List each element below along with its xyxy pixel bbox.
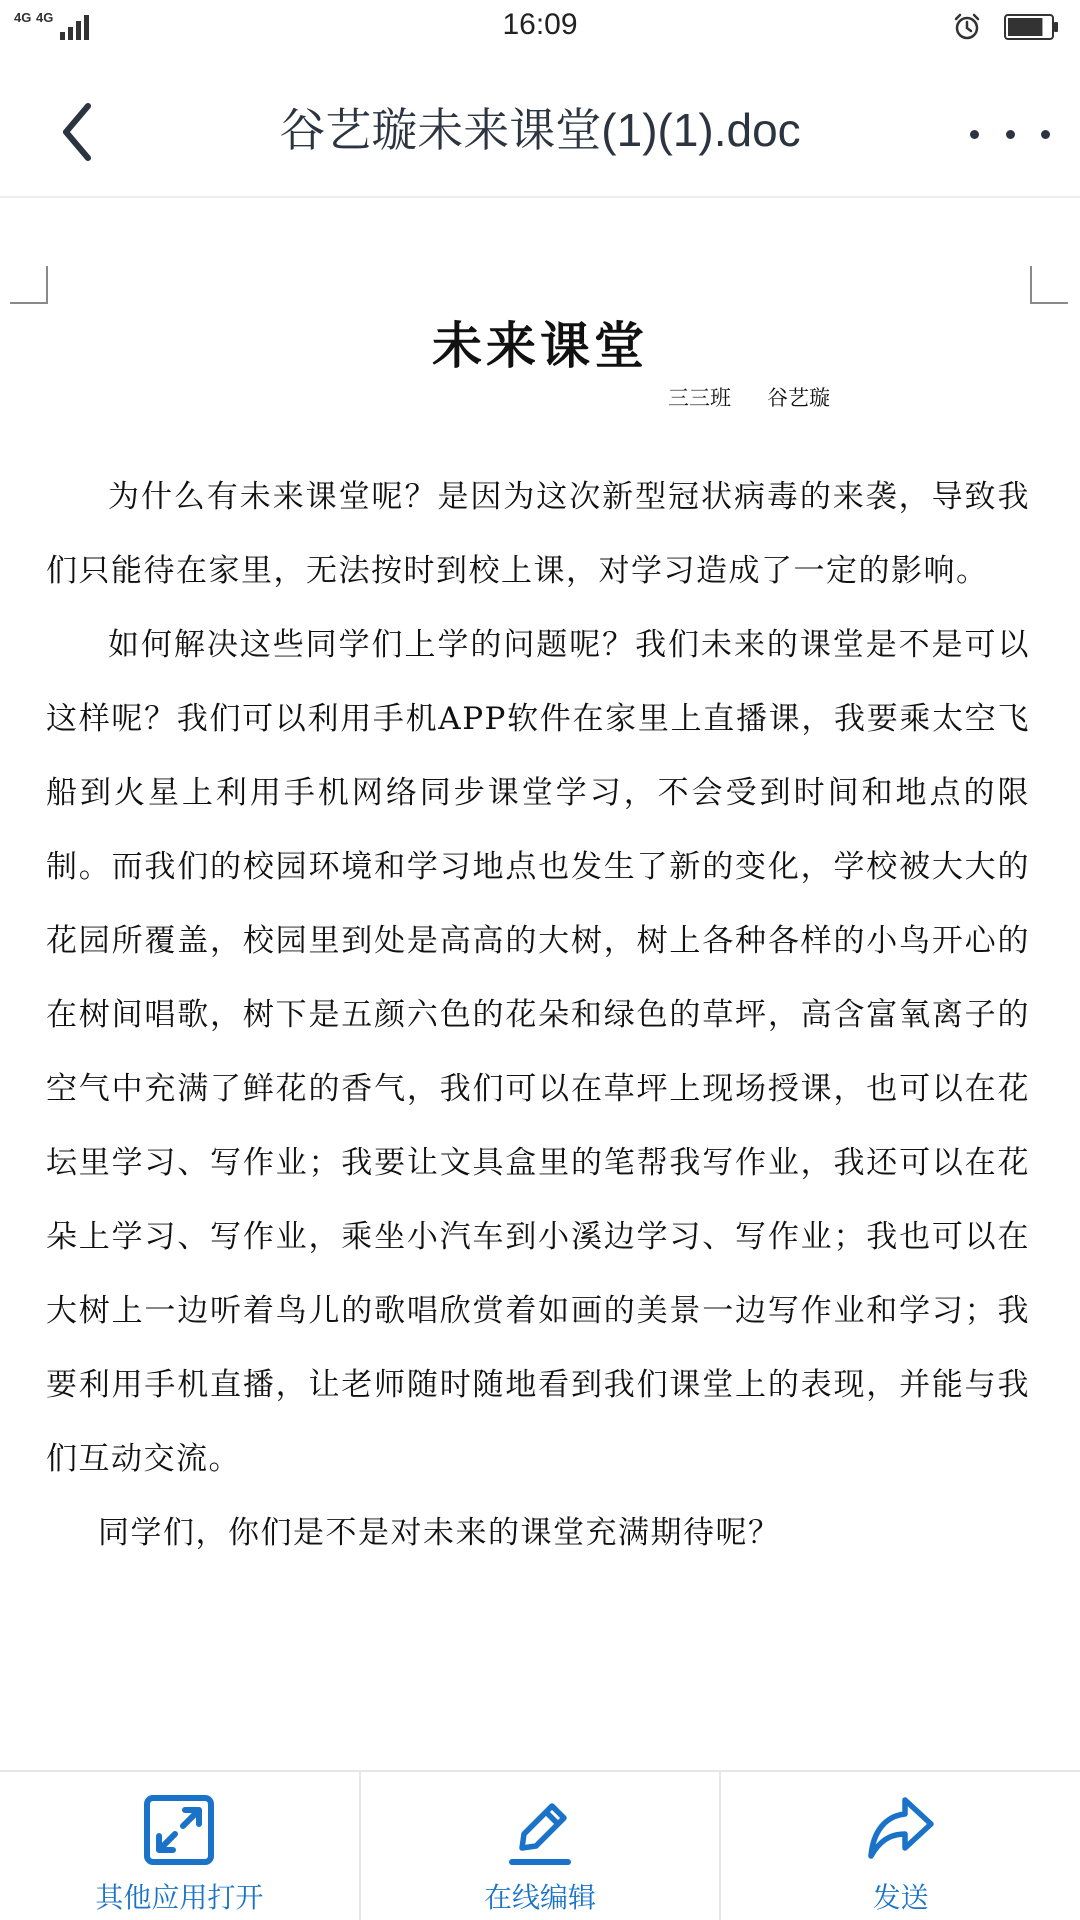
paragraph: 为什么有未来课堂呢？是因为这次新型冠状病毒的来袭，导致我们只能待在家里，无法按时到校上课，对学习造成了一定的影响。 [46,479,1030,589]
paragraph: 同学们，你们是不是对未来的课堂充满期待呢？ [98,1515,781,1551]
more-options-button[interactable] [970,116,1050,152]
battery-icon [1004,14,1060,40]
online-edit-button[interactable] [359,1772,720,1920]
page-corner-mark-right [1030,266,1068,304]
bottom-toolbar [0,1770,1080,1920]
open-with-other-app-label: 其他应用打开 [95,1881,264,1914]
document-page[interactable] [0,198,1080,1770]
open-with-other-app-button[interactable] [0,1772,359,1920]
network-type-2: 4G [36,10,54,25]
edit-pencil-icon [500,1790,580,1870]
network-type-1: 4G [14,10,32,25]
status-bar [0,0,1080,56]
more-horizontal-icon [970,130,979,139]
open-external-icon [139,1790,219,1870]
page-corner-mark-left [10,266,48,304]
document-heading: 未来课堂 [432,316,648,375]
send-button[interactable] [719,1772,1080,1920]
document-title: 谷艺璇未来课堂(1)(1).doc [279,104,801,156]
document-body [46,460,1030,1570]
document-byline [668,382,830,412]
status-time: 16:09 [502,8,578,41]
paragraph: 如何解决这些同学们上学的问题呢？我们未来的课堂是不是可以这样呢？我们可以利用手机APP软件在家里上直播课，我要乘太空飞船到火星上利用手机网络同步课堂学习，不会受到时间和地点的限制。而我们的校园环境和学习地点也发生了新的变化，学校被大大的花园所覆盖，校园里到处是高高的大树，树上各种各样的小鸟开心的在树间唱歌，树下是五颜六色的花朵和绿色的草坪，高含富氧离子的空气中充满了鲜花的香气，我们可以在草坪上现场授课，也可以在花坛里学习、写作业；我要让文具盒里的笔帮我写作业，我还可以在花朵上学习、写作业，乘坐小汽车到小溪边学习、写作业；我也可以在大树上一边听着鸟儿的歌唱欣赏着如画的美景一边写作业和学习；我要利用手机直播，让老师随时随地看到我们课堂上的表现，并能与我们互动交流。 [46,627,1030,1477]
share-arrow-icon [861,1790,941,1870]
battery-level-fill [1008,18,1042,36]
online-edit-label: 在线编辑 [484,1881,597,1914]
alarm-clock-icon [952,12,982,42]
byline-author: 谷艺璇 [767,386,830,410]
send-label: 发送 [872,1881,929,1914]
app-header [0,56,1080,198]
back-button[interactable] [56,92,116,172]
byline-class: 三三班 [668,386,731,410]
chevron-left-icon [56,92,116,172]
